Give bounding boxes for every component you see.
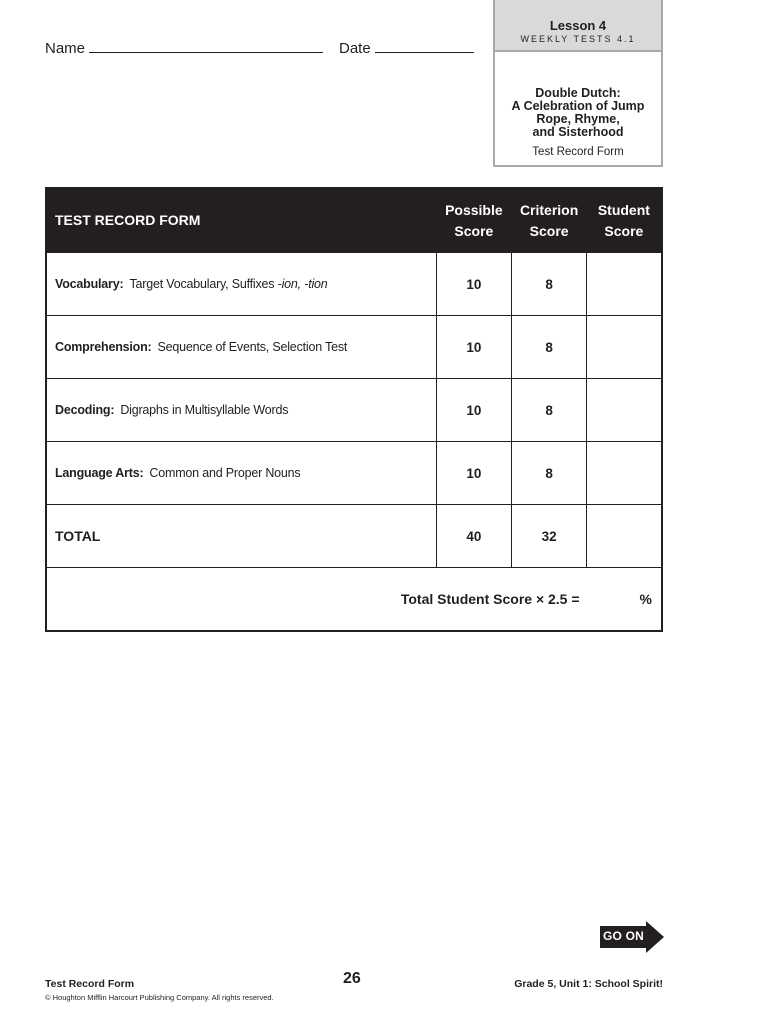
column-header-line: Possible xyxy=(445,201,503,218)
student-score-field[interactable] xyxy=(587,379,662,442)
lesson-subtitle: WEEKLY TESTS 4.1 xyxy=(520,34,636,44)
column-header-criterion xyxy=(512,188,587,253)
footer-form-name: Test Record Form xyxy=(45,978,135,990)
row-text: Digraphs in Multisyllable Words xyxy=(120,403,289,417)
possible-score: 10 xyxy=(436,253,511,316)
row-description xyxy=(46,316,436,379)
go-on-label: GO ON xyxy=(603,929,645,943)
table-title: TEST RECORD FORM xyxy=(46,188,436,253)
formula-text: Total Student Score × 2.5 = xyxy=(400,591,580,607)
student-score-field[interactable] xyxy=(587,253,662,316)
student-score-field[interactable] xyxy=(587,442,662,505)
row-description xyxy=(46,442,436,505)
row-description xyxy=(46,379,436,442)
lesson-box xyxy=(493,0,663,167)
criterion-score: 8 xyxy=(512,316,587,379)
row-category: Language Arts: xyxy=(55,466,144,480)
footer-copyright: © Houghton Mifflin Harcourt Publishing Company. All rights reserved. xyxy=(45,993,274,1002)
criterion-score: 8 xyxy=(512,253,587,316)
table-row xyxy=(46,442,662,505)
student-score-field[interactable] xyxy=(587,316,662,379)
form-name: Test Record Form xyxy=(532,146,624,158)
table-row xyxy=(46,379,662,442)
formula-row xyxy=(46,568,662,632)
total-student-score-field[interactable] xyxy=(587,505,662,568)
row-category: Vocabulary: xyxy=(55,277,124,291)
possible-score: 10 xyxy=(436,379,511,442)
formula-cell xyxy=(46,568,662,632)
row-text: Common and Proper Nouns xyxy=(149,466,301,480)
row-text: Sequence of Events, Selection Test xyxy=(157,340,348,354)
row-italic-text: -ion, -tion xyxy=(277,277,328,291)
row-category: Decoding: xyxy=(55,403,115,417)
page-number: 26 xyxy=(343,970,361,987)
lesson-header xyxy=(495,0,661,52)
story-title-line: and Sisterhood xyxy=(532,125,624,139)
possible-score: 10 xyxy=(436,316,511,379)
total-row xyxy=(46,505,662,568)
total-label: TOTAL xyxy=(46,505,436,568)
story-title-line: Double Dutch: xyxy=(535,86,621,100)
table-row xyxy=(46,316,662,379)
lesson-title: Lesson 4 xyxy=(549,18,607,33)
date-label: Date xyxy=(339,40,371,57)
total-possible-score: 40 xyxy=(436,505,511,568)
date-field[interactable] xyxy=(375,52,474,53)
column-header-student xyxy=(587,188,662,253)
footer-unit: Grade 5, Unit 1: School Spirit! xyxy=(514,978,663,990)
test-record-table xyxy=(45,187,663,632)
row-text: Target Vocabulary, Suffixes xyxy=(129,277,278,291)
row-description xyxy=(46,253,436,316)
total-criterion-score: 32 xyxy=(512,505,587,568)
go-on-arrow[interactable] xyxy=(600,921,664,953)
table-row xyxy=(46,253,662,316)
percent-sign: % xyxy=(639,591,652,607)
story-title xyxy=(495,52,661,139)
column-header-line: Score xyxy=(604,222,644,239)
story-title-line: Rope, Rhyme, xyxy=(536,112,620,126)
story-title-line: A Celebration of Jump xyxy=(511,99,645,113)
possible-score: 10 xyxy=(436,442,511,505)
criterion-score: 8 xyxy=(512,442,587,505)
row-category: Comprehension: xyxy=(55,340,152,354)
column-header-line: Criterion xyxy=(519,201,579,218)
column-header-line: Score xyxy=(529,222,569,239)
criterion-score: 8 xyxy=(512,379,587,442)
name-label: Name xyxy=(45,40,86,57)
column-header-line: Score xyxy=(454,222,494,239)
table-header-row xyxy=(46,188,662,253)
column-header-line: Student xyxy=(597,201,650,218)
column-header-possible xyxy=(436,188,511,253)
name-field[interactable] xyxy=(89,52,323,53)
